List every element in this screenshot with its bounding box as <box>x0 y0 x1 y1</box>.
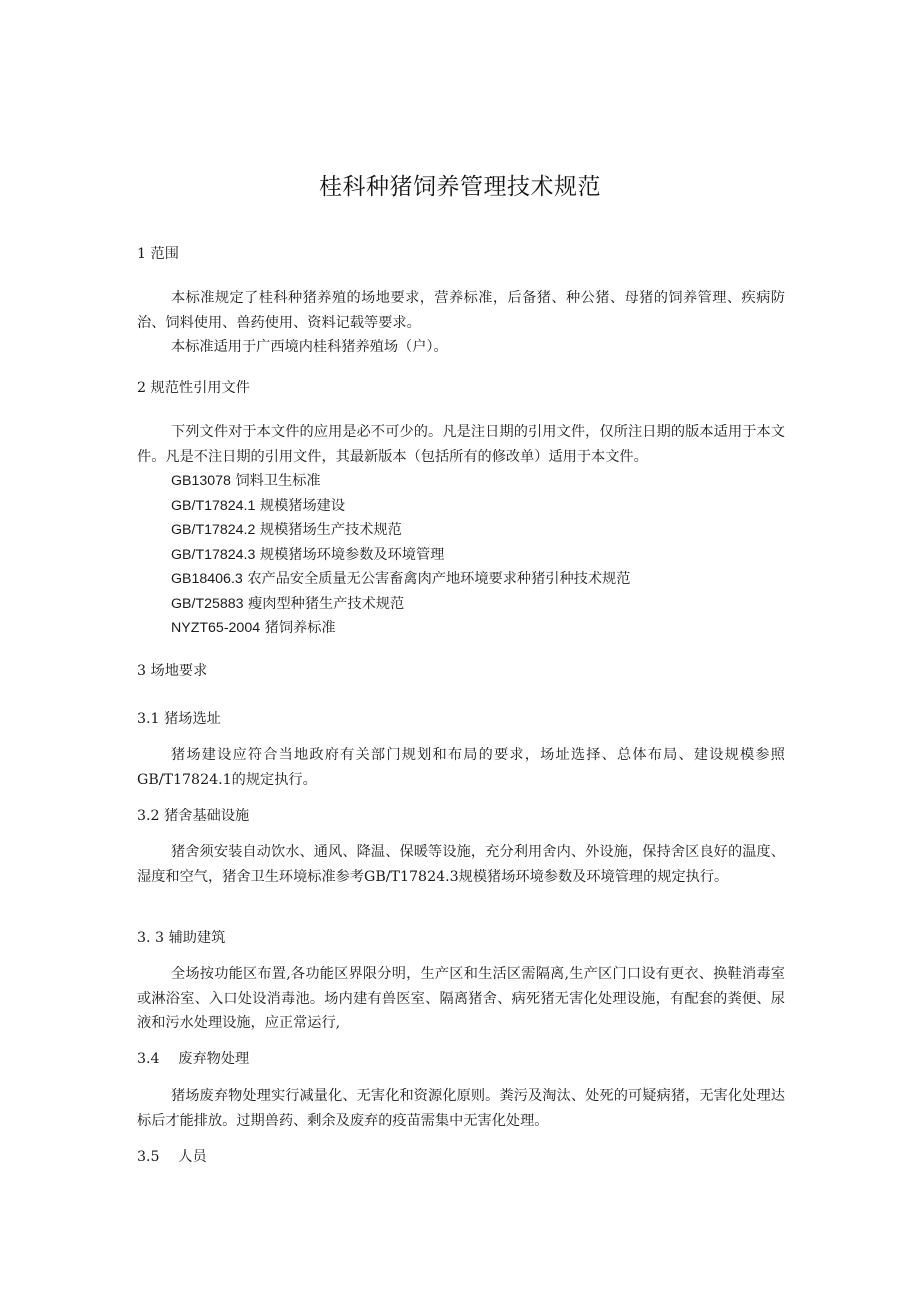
reference-code: GB/T17824.1 <box>171 498 256 514</box>
reference-name: 饲料卫生标准 <box>235 473 321 489</box>
section-1-heading: 1 范围 <box>137 246 179 262</box>
section-1-paragraph-2: 本标准适用于广西境内桂科猪养殖场（户）。 <box>171 339 448 355</box>
reference-code: GB18406.3 <box>171 571 243 587</box>
reference-name: 瘦肉型种猪生产技术规范 <box>248 596 405 612</box>
reference-name: 猪饲养标准 <box>264 620 336 636</box>
section-3-4-heading: 3.4 废弃物处理 <box>137 1051 250 1067</box>
section-3-3-paragraph: 全场按功能区布置,各功能区界限分明，生产区和生活区需隔离,生产区门口设有更衣、换鞋消毒室或淋浴室、入口处设消毒池。场内建有兽医室、隔离猪舍、病死猪无害化处理设施，有配套的粪便、尿液和污水处理设施，应正常运行, <box>137 966 785 1031</box>
reference-name: 规模猪场生产技术规范 <box>259 522 402 538</box>
reference-code: GB/T17824.3 <box>171 547 256 563</box>
section-1-paragraph-1: 本标准规定了桂科种猪养殖的场地要求，营养标准，后备猪、种公猪、母猪的饲养管理、疾病防治、饲料使用、兽药使用、资料记载等要求。 <box>137 290 785 331</box>
section-3-2-heading: 3.2 猪舍基础设施 <box>137 808 250 824</box>
section-3-3-heading: 3. 3 辅助建筑 <box>137 930 226 946</box>
reference-code: GB13078 <box>171 473 231 489</box>
reference-name: 规模猪场环境参数及环境管理 <box>259 547 445 563</box>
reference-name: 规模猪场建设 <box>259 498 346 514</box>
reference-item <box>171 567 630 591</box>
reference-code: NYZT65-2004 <box>171 620 261 636</box>
section-3-1-paragraph: 猪场建设应符合当地政府有关部门规划和布局的要求，场址选择、总体布局、建设规模参照GB/T17824.1的规定执行。 <box>137 747 785 788</box>
reference-item <box>171 518 402 542</box>
reference-item <box>171 469 321 493</box>
section-3-5-heading: 3.5 人员 <box>137 1149 207 1165</box>
reference-item <box>171 592 404 616</box>
document-title: 桂科种猪饲养管理技术规范 <box>319 174 601 200</box>
section-3-1-heading: 3.1 猪场选址 <box>137 711 221 727</box>
reference-item <box>171 494 345 518</box>
reference-item <box>171 616 336 640</box>
reference-code: GB/T25883 <box>171 596 244 612</box>
section-3-heading: 3 场地要求 <box>137 663 208 679</box>
reference-item <box>171 543 444 567</box>
section-3-2-paragraph: 猪舍须安装自动饮水、通风、降温、保暖等设施，充分利用舍内、外设施，保持舍区良好的温度、湿度和空气，猪舍卫生环境标准参考GB/T17824.3规模猪场环境参数及环境管理的规定执行。 <box>137 844 785 885</box>
section-2-paragraph-1: 下列文件对于本文件的应用是必不可少的。凡是注日期的引用文件，仅所注日期的版本适用于本文件。凡是不注日期的引用文件，其最新版本（包括所有的修改单）适用于本文件。 <box>137 424 785 465</box>
section-2-heading: 2 规范性引用文件 <box>137 380 250 396</box>
reference-name: 农产品安全质量无公害畜禽肉产地环境要求种猪引种技术规范 <box>247 571 631 587</box>
reference-code: GB/T17824.2 <box>171 522 256 538</box>
section-3-4-paragraph: 猪场废弃物处理实行减量化、无害化和资源化原则。粪污及淘汰、处死的可疑病猪，无害化处理达标后才能排放。过期兽药、剩余及废弃的疫苗需集中无害化处理。 <box>137 1088 785 1129</box>
